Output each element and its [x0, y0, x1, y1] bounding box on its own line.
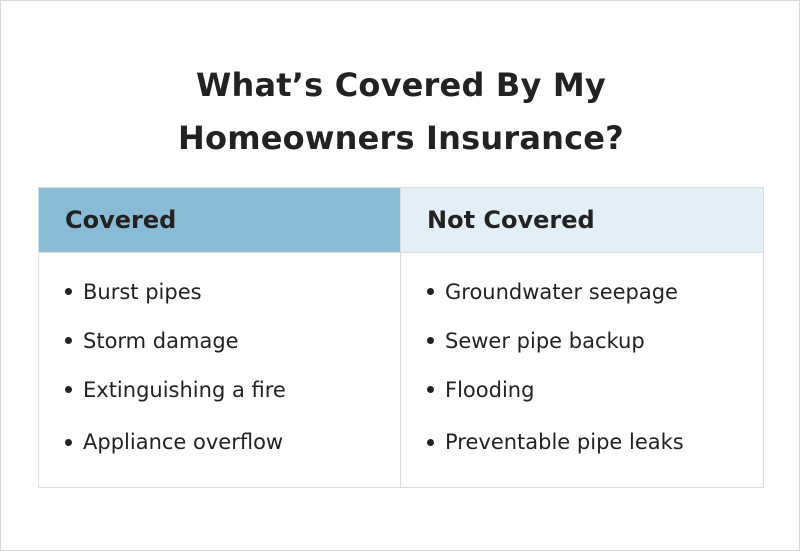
- list-item: [65, 267, 400, 316]
- list-item: [427, 267, 763, 316]
- bullet-icon: [65, 439, 72, 446]
- list-item-label: Sewer pipe backup: [445, 328, 645, 353]
- bullet-icon: [427, 288, 434, 295]
- list-item-label: Appliance overflow: [83, 430, 284, 454]
- coverage-table: [38, 187, 764, 488]
- list-item-label: Burst pipes: [83, 279, 202, 304]
- not-covered-list: [401, 253, 763, 470]
- bullet-icon: [427, 337, 434, 344]
- list-item: [65, 316, 400, 365]
- not-covered-column: [401, 188, 763, 487]
- bullet-icon: [427, 386, 434, 393]
- list-item-label: Preventable pipe leaks: [445, 430, 684, 454]
- covered-column: [39, 188, 401, 487]
- list-item-label: Storm damage: [83, 328, 239, 353]
- list-item-label: Groundwater seepage: [445, 279, 678, 304]
- list-item: [427, 316, 763, 365]
- title-line-1: What’s Covered By My: [196, 66, 606, 104]
- list-item-label: Flooding: [445, 377, 535, 402]
- covered-header: Covered: [39, 188, 400, 253]
- bullet-icon: [65, 386, 72, 393]
- title-line-2: Homeowners Insurance?: [178, 119, 624, 157]
- list-item: [65, 365, 400, 414]
- list-item: [427, 414, 763, 470]
- not-covered-header: Not Covered: [401, 188, 763, 253]
- list-item: [427, 365, 763, 414]
- page-title: [1, 59, 800, 165]
- list-item-label: Extinguishing a fire: [83, 377, 286, 402]
- list-item: [65, 414, 400, 470]
- bullet-icon: [65, 337, 72, 344]
- covered-list: [39, 253, 400, 470]
- bullet-icon: [65, 288, 72, 295]
- bullet-icon: [427, 439, 434, 446]
